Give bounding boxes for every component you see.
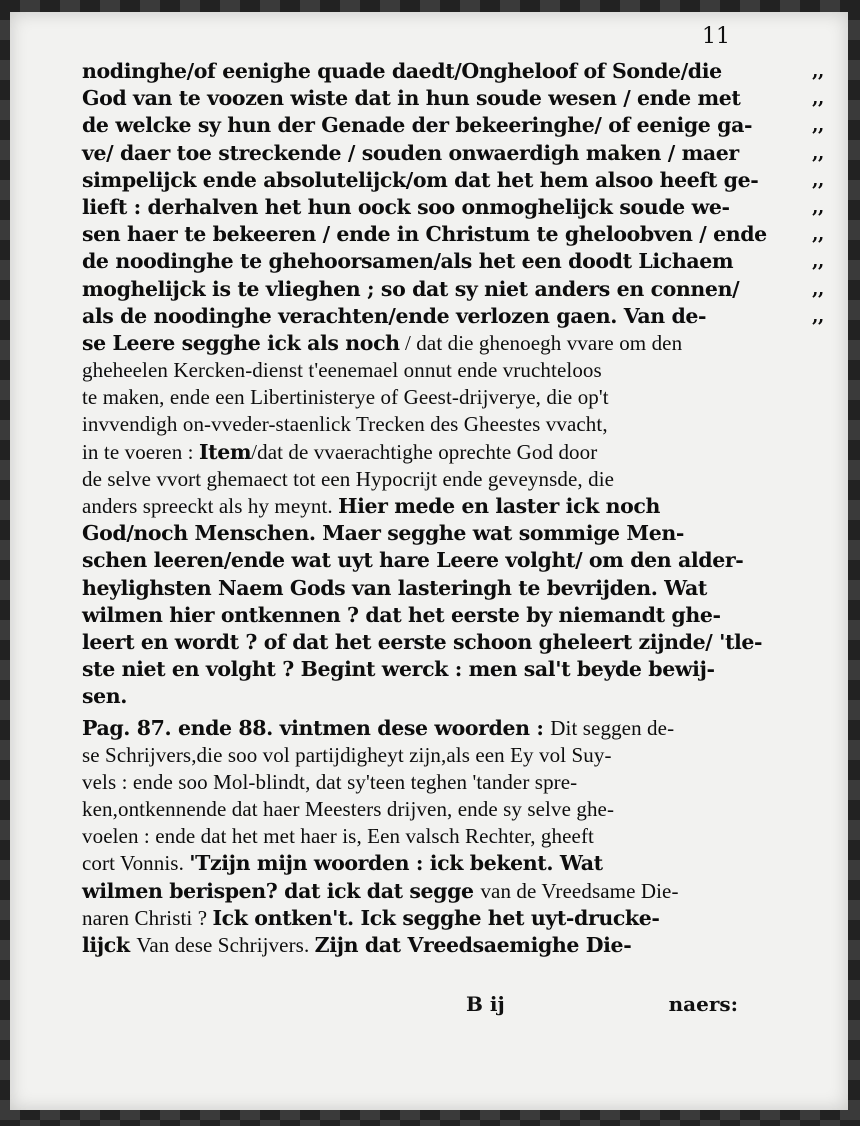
blackletter-segment: Item — [198, 439, 252, 464]
roman-segment: de selve vvort ghemaect tot een Hypocrijt ende geveynsde, die — [82, 466, 615, 491]
text-line — [82, 715, 790, 742]
roman-segment: Van dese Schrijvers. — [136, 933, 315, 957]
text-line — [82, 520, 790, 547]
catchword: naers: — [668, 992, 738, 1016]
text-line — [82, 683, 790, 710]
text-line — [82, 769, 790, 796]
blackletter-segment: lijck — [82, 933, 137, 957]
text-line — [82, 140, 824, 167]
roman-segment: Dit seggen de- — [550, 715, 675, 740]
roman-segment: naren Christi ? — [82, 905, 213, 930]
body-text — [82, 58, 824, 959]
blackletter-segment: schen leeren/ende wat uyt hare Leere volght/ om den alder- — [82, 548, 744, 573]
blackletter-segment: se Leere segghe ick als noch — [82, 330, 400, 355]
text-line — [82, 112, 824, 139]
quotation-marker: ,, — [812, 61, 824, 82]
roman-segment: cort Vonnis. — [82, 851, 190, 876]
blackletter-segment: heylighsten Naem Gods van lasteringh te bevrijden. Wat — [82, 575, 707, 600]
blackletter-segment: wilmen berispen? dat ick dat segge — [82, 878, 481, 903]
text-line — [82, 58, 824, 85]
text-line — [82, 466, 790, 493]
blackletter-segment: lieft : derhalven het hun oock soo onmoghelijck soude we- — [82, 194, 730, 219]
blackletter-segment: nodinghe/of eenighe quade daedt/Ongheloof of Sonde/die — [82, 59, 722, 83]
text-line — [82, 493, 790, 520]
text-line — [82, 575, 790, 602]
text-line — [82, 905, 790, 932]
text-line — [82, 742, 790, 769]
roman-segment: te maken, ende een Libertinisterye of Geest-drijverye, die op't — [82, 385, 609, 410]
text-line — [82, 303, 824, 330]
blackletter-segment: de noodinghe te ghehoorsamen/als het een doodt Lichaem — [82, 249, 734, 274]
blackletter-segment: als de noodinghe verachten/ende verlozen gaen. Van de- — [82, 303, 707, 328]
text-line — [82, 194, 824, 221]
blackletter-segment: de welcke sy hun der Genade der bekeeringhe/ of eenige ga- — [82, 113, 753, 138]
signature-mark: B ij — [466, 992, 505, 1016]
roman-segment: se Schrijvers,die soo vol partijdigheyt zijn,als een Ey vol Suy- — [82, 742, 612, 767]
quotation-marker: ,, — [812, 169, 824, 191]
text-line — [82, 796, 790, 823]
text-line — [82, 221, 824, 248]
text-line — [82, 85, 824, 112]
quotation-marker: ,, — [812, 224, 824, 246]
quotation-marker: ,, — [812, 196, 824, 218]
text-line — [82, 878, 790, 905]
blackletter-segment: ve/ daer toe streckende / souden onwaerdigh maken / maer — [82, 140, 739, 165]
quotation-marker: ,, — [812, 88, 824, 110]
quotation-marker: ,, — [812, 278, 824, 300]
quotation-marker: ,, — [812, 115, 824, 137]
blackletter-segment: sen. — [82, 684, 128, 709]
quotation-marker: ,, — [812, 305, 824, 327]
blackletter-segment: Hier mede en laster ick noch — [338, 494, 660, 518]
text-line — [82, 656, 790, 683]
quotation-marker: ,, — [812, 251, 824, 273]
roman-segment: ken,ontkennende dat haer Meesters drijven, ende sy selve ghe- — [82, 797, 615, 822]
roman-segment: gheheelen Kercken-dienst t'eenemael onnut ende vruchteloos — [82, 358, 602, 383]
quotation-marker: ,, — [812, 142, 824, 164]
blackletter-segment: leert en wordt ? of dat het eerste schoon gheleert zijnde/ 'tle- — [82, 629, 763, 654]
roman-segment: voelen : ende dat het met haer is, Een valsch Rechter, gheeft — [82, 824, 594, 849]
blackletter-segment: God van te voozen wiste dat in hun soude wesen / ende met — [82, 86, 741, 111]
text-line — [82, 439, 790, 466]
text-line — [82, 167, 824, 194]
roman-segment: anders spreeckt als hy meynt. — [82, 494, 339, 518]
blackletter-segment: Ick ontken't. Ick segghe het uyt-drucke- — [212, 905, 660, 930]
text-line — [82, 330, 790, 357]
text-line — [82, 384, 790, 411]
blackletter-segment: Pag. 87. ende 88. vintmen dese woorden : — [82, 715, 551, 740]
blackletter-segment: simpelijck ende absolutelijck/om dat het hem alsoo heeft ge- — [82, 167, 759, 192]
blackletter-segment: Zijn dat Vreedsaemighe Die- — [314, 933, 632, 957]
roman-segment: / dat die ghenoegh vvare om den — [399, 330, 683, 355]
blackletter-segment: sen haer te bekeeren / ende in Christum te gheloobven / ende — [82, 222, 767, 247]
roman-segment: invvendigh on-vveder-staenlick Trecken des Gheestes vvacht, — [82, 412, 608, 437]
text-line — [82, 357, 790, 384]
text-line — [82, 850, 790, 877]
blackletter-segment: God/noch Menschen. Maer segghe wat sommige Men- — [82, 521, 684, 546]
text-line — [82, 629, 790, 656]
roman-segment: in te voeren : — [82, 439, 199, 464]
blackletter-segment: moghelijck is te vlieghen ; so dat sy niet anders en connen/ — [82, 276, 740, 301]
text-line — [82, 411, 790, 438]
text-line — [82, 823, 790, 850]
page-number: 11 — [702, 24, 730, 49]
text-line — [82, 932, 790, 959]
roman-segment: vels : ende soo Mol-blindt, dat sy'teen teghen 'tander spre- — [82, 769, 578, 794]
blackletter-segment: ste niet en volght ? Begint werck : men sal't beyde bewij- — [82, 657, 715, 682]
blackletter-segment: wilmen hier ontkennen ? dat het eerste by niemandt ghe- — [82, 602, 721, 627]
blackletter-segment: 'Tzijn mijn woorden : ick bekent. Wat — [189, 851, 603, 876]
text-line — [82, 248, 824, 275]
book-page — [10, 12, 848, 1110]
roman-segment: van de Vreedsame Die- — [480, 878, 679, 903]
text-line — [82, 602, 790, 629]
text-line — [82, 547, 790, 574]
text-line — [82, 276, 824, 303]
roman-segment: /dat de vvaerachtighe oprechte God door — [251, 439, 598, 464]
